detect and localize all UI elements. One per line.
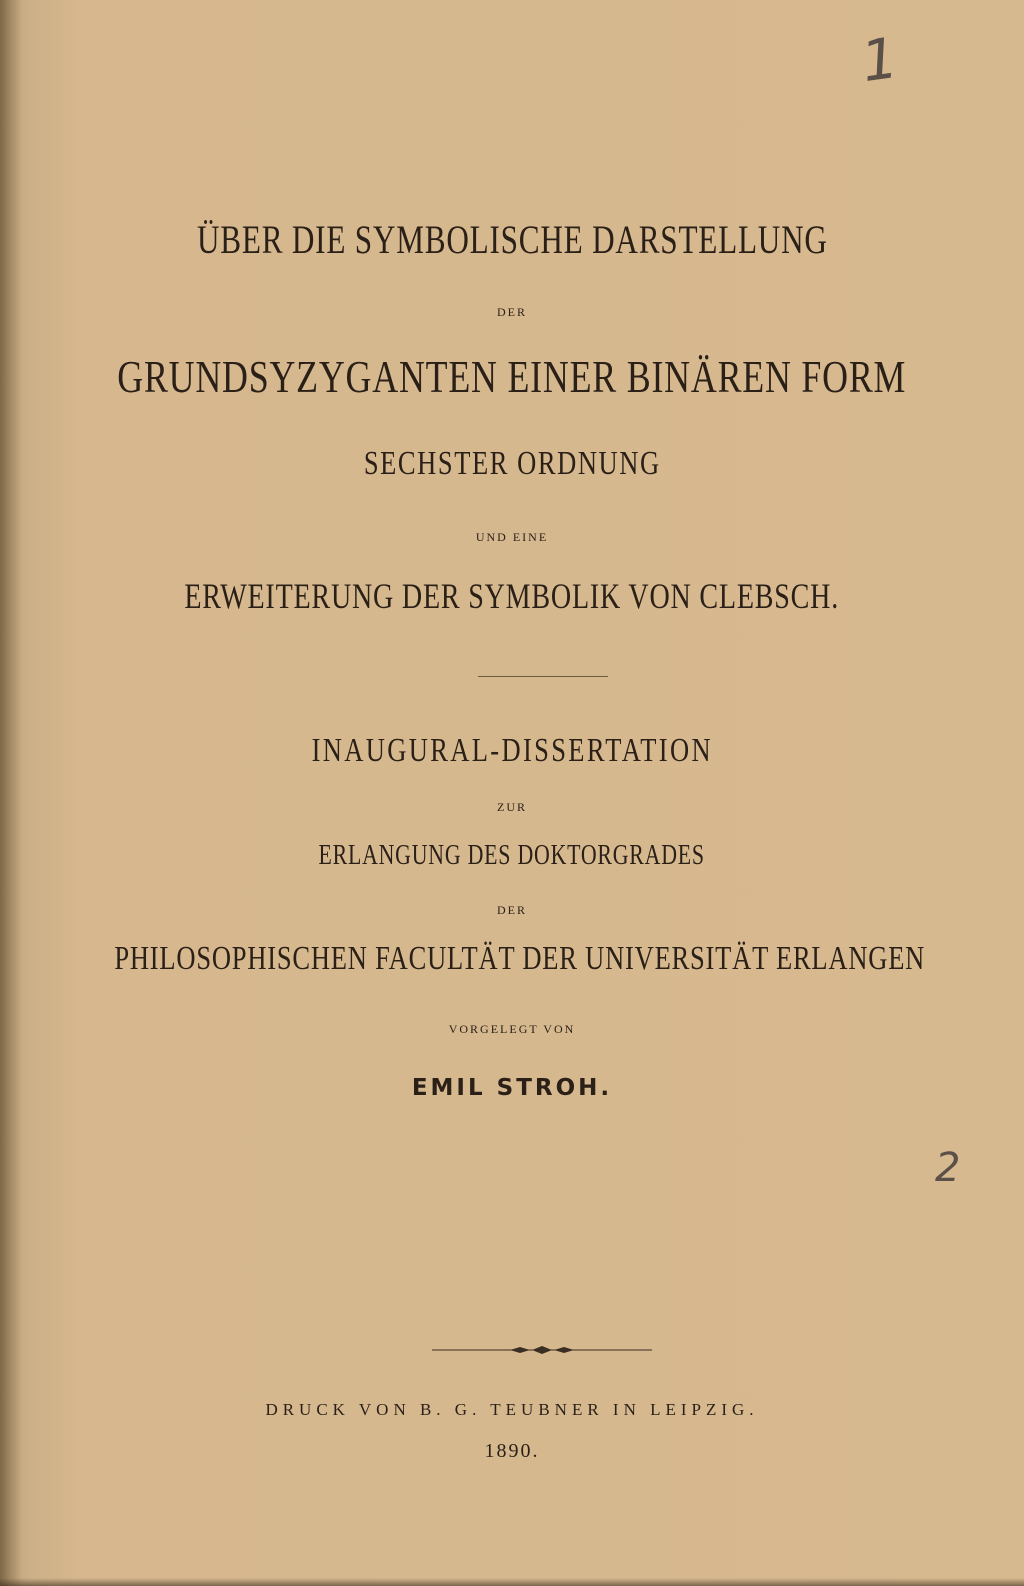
divider-rule: [478, 676, 608, 677]
connector-zur: ZUR: [497, 800, 527, 814]
title-connector-und-eine: UND EINE: [475, 530, 549, 544]
dissertation-heading: INAUGURAL-DISSERTATION: [311, 732, 713, 769]
title-line-2: GRUNDSYZYGANTEN EINER BINÄREN FORM: [117, 351, 907, 402]
title-line-3: SECHSTER ORDNUNG: [363, 445, 661, 482]
printer-imprint: DRUCK VON B. G. TEUBNER IN LEIPZIG.: [265, 1400, 759, 1419]
page-bottom-edge: [0, 1578, 1024, 1586]
title-line-4: ERWEITERUNG DER SYMBOLIK VON CLEBSCH.: [184, 576, 840, 616]
connector-der: DER: [497, 903, 527, 917]
handwritten-marginal-number: 2: [935, 1145, 961, 1191]
presented-by: VORGELEGT VON: [448, 1022, 576, 1036]
author-name: EMIL STROH.: [411, 1075, 613, 1101]
ornament-rule: [432, 1344, 652, 1356]
publication-year: 1890.: [484, 1440, 540, 1462]
faculty-line: PHILOSOPHISCHEN FACULTÄT DER UNIVERSITÄT ERLANGEN: [114, 940, 926, 977]
title-line-1: ÜBER DIE SYMBOLISCHE DARSTELLUNG: [196, 217, 828, 262]
title-connector-der: DER: [497, 305, 527, 319]
handwritten-page-number: 1: [857, 25, 902, 96]
dissertation-purpose: ERLANGUNG DES DOKTORGRADES: [318, 840, 706, 871]
